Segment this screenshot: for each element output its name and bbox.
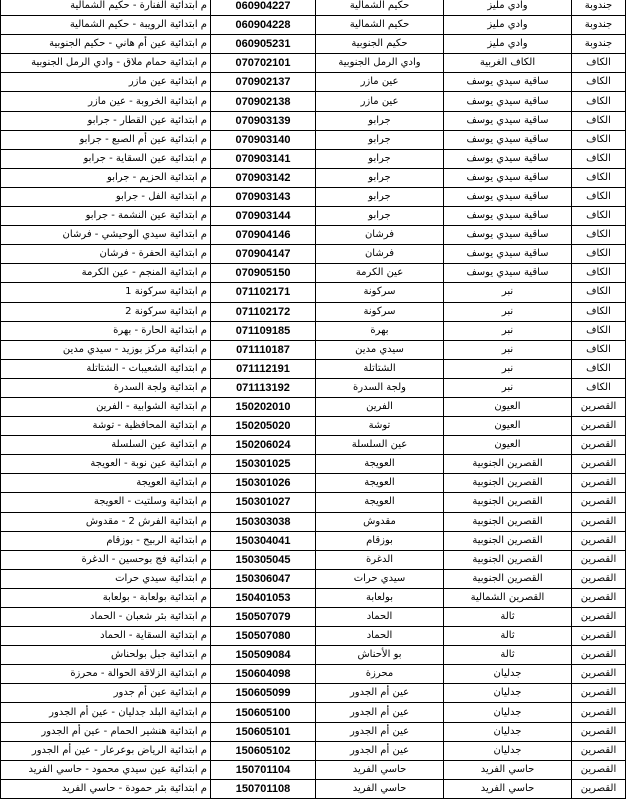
school-name-cell: م ابتدائية حمام ملاق - وادي الرمل الجنوبية [1, 54, 211, 73]
school-code-cell: 150305045 [211, 550, 316, 569]
commune-cell: عين أم الجدور [316, 684, 444, 703]
wilaya-cell: الكاف [572, 187, 626, 206]
school-name-cell: م ابتدائية الحارة - بهرة [1, 321, 211, 340]
commune-cell: فرشان [316, 245, 444, 264]
daira-cell: نبر [444, 378, 572, 397]
daira-cell: ثالة [444, 608, 572, 627]
wilaya-cell: الكاف [572, 168, 626, 187]
school-code-cell: 070702101 [211, 54, 316, 73]
daira-cell: نبر [444, 359, 572, 378]
commune-cell: حاسي الفريد [316, 760, 444, 779]
commune-cell: ولجة السدرة [316, 378, 444, 397]
wilaya-cell: الكاف [572, 226, 626, 245]
commune-cell: جرابو [316, 187, 444, 206]
school-name-cell: م ابتدائية وسلتيت - العويجة [1, 493, 211, 512]
daira-cell: جدليان [444, 684, 572, 703]
school-code-cell: 070902138 [211, 92, 316, 111]
wilaya-cell: الكاف [572, 321, 626, 340]
school-code-cell: 071112191 [211, 359, 316, 378]
table-row [1, 359, 626, 378]
daira-cell: الكاف الغربية [444, 54, 572, 73]
school-name-cell: م ابتدائية الحزيم - جرابو [1, 168, 211, 187]
wilaya-cell: الكاف [572, 359, 626, 378]
wilaya-cell: الكاف [572, 245, 626, 264]
table-row [1, 531, 626, 550]
school-code-cell: 060904227 [211, 0, 316, 16]
school-code-cell: 150701108 [211, 779, 316, 798]
table-row [1, 302, 626, 321]
school-name-cell: م ابتدائية عين القطار - جرابو [1, 111, 211, 130]
commune-cell: عين السلسلة [316, 436, 444, 455]
commune-cell: بهرة [316, 321, 444, 340]
wilaya-cell: الكاف [572, 92, 626, 111]
school-name-cell: م ابتدائية المنجم - عين الكرمة [1, 264, 211, 283]
commune-cell: العويجة [316, 455, 444, 474]
daira-cell: ساقية سيدي يوسف [444, 73, 572, 92]
daira-cell: ساقية سيدي يوسف [444, 130, 572, 149]
wilaya-cell: الكاف [572, 73, 626, 92]
commune-cell: حاسي الفريد [316, 779, 444, 798]
school-code-cell: 150202010 [211, 397, 316, 416]
school-code-cell: 150605101 [211, 722, 316, 741]
daira-cell: ساقية سيدي يوسف [444, 168, 572, 187]
daira-cell: العيون [444, 397, 572, 416]
commune-cell: بولعابة [316, 588, 444, 607]
commune-cell: الحماد [316, 627, 444, 646]
commune-cell: عين الكرمة [316, 264, 444, 283]
wilaya-cell: القصرين [572, 779, 626, 798]
table-row [1, 436, 626, 455]
daira-cell: القصرين الجنوبية [444, 512, 572, 531]
wilaya-cell: القصرين [572, 493, 626, 512]
wilaya-cell: القصرين [572, 722, 626, 741]
table-row [1, 569, 626, 588]
commune-cell: عين أم الجدور [316, 741, 444, 760]
school-name-cell: م ابتدائية المحافظية - توشة [1, 417, 211, 436]
daira-cell: العيون [444, 436, 572, 455]
school-code-cell: 150509084 [211, 646, 316, 665]
school-code-cell: 150301027 [211, 493, 316, 512]
wilaya-cell: القصرين [572, 455, 626, 474]
wilaya-cell: القصرين [572, 588, 626, 607]
daira-cell: ساقية سيدي يوسف [444, 111, 572, 130]
table-row [1, 187, 626, 206]
wilaya-cell: القصرين [572, 665, 626, 684]
wilaya-cell: القصرين [572, 760, 626, 779]
school-name-cell: م ابتدائية هنشير الحمام - عين أم الجدور [1, 722, 211, 741]
daira-cell: حاسي الفريد [444, 760, 572, 779]
daira-cell: وادي مليز [444, 16, 572, 35]
commune-cell: جرابو [316, 149, 444, 168]
school-name-cell: م ابتدائية عين السقاية - جرابو [1, 149, 211, 168]
daira-cell: العيون [444, 417, 572, 436]
school-name-cell: م ابتدائية الرياض بوعرعار - عين أم الجدور [1, 741, 211, 760]
school-name-cell: م ابتدائية فج بوحسين - الدغرة [1, 550, 211, 569]
commune-cell: حكيم الشمالية [316, 16, 444, 35]
daira-cell: جدليان [444, 722, 572, 741]
commune-cell: جرابو [316, 111, 444, 130]
school-code-cell: 150301025 [211, 455, 316, 474]
school-code-cell: 150401053 [211, 588, 316, 607]
school-code-cell: 071102172 [211, 302, 316, 321]
commune-cell: عين مازر [316, 73, 444, 92]
daira-cell: نبر [444, 302, 572, 321]
daira-cell: القصرين الجنوبية [444, 474, 572, 493]
table-row [1, 703, 626, 722]
commune-cell: سيدي مدين [316, 340, 444, 359]
school-code-cell: 150605100 [211, 703, 316, 722]
table-row [1, 378, 626, 397]
school-code-cell: 150605099 [211, 684, 316, 703]
school-name-cell: م ابتدائية عين النشمة - جرابو [1, 207, 211, 226]
school-name-cell: م ابتدائية سركونة 1 [1, 283, 211, 302]
daira-cell: ساقية سيدي يوسف [444, 245, 572, 264]
school-code-cell: 070903141 [211, 149, 316, 168]
school-name-cell: م ابتدائية عين السلسلة [1, 436, 211, 455]
commune-cell: الحماد [316, 608, 444, 627]
commune-cell: وادي الرمل الجنوبية [316, 54, 444, 73]
wilaya-cell: القصرين [572, 550, 626, 569]
school-name-cell: م ابتدائية الحفرة - فرشان [1, 245, 211, 264]
daira-cell: نبر [444, 321, 572, 340]
table-row [1, 130, 626, 149]
table-row [1, 550, 626, 569]
daira-cell: حاسي الفريد [444, 779, 572, 798]
school-code-cell: 070905150 [211, 264, 316, 283]
wilaya-cell: جندوبة [572, 16, 626, 35]
daira-cell: وادي مليز [444, 0, 572, 16]
daira-cell: ساقية سيدي يوسف [444, 264, 572, 283]
school-code-cell: 070903142 [211, 168, 316, 187]
table-body [1, 0, 626, 798]
school-name-cell: م ابتدائية الربيح - بوزقام [1, 531, 211, 550]
wilaya-cell: الكاف [572, 149, 626, 168]
daira-cell: جدليان [444, 665, 572, 684]
school-name-cell: م ابتدائية السقاية - الحماد [1, 627, 211, 646]
commune-cell: مقدوش [316, 512, 444, 531]
table-row [1, 417, 626, 436]
school-name-cell: م ابتدائية عين نوبة - العويجة [1, 455, 211, 474]
school-name-cell: م ابتدائية بولعابة - بولعابة [1, 588, 211, 607]
table-row [1, 779, 626, 798]
commune-cell: عين مازر [316, 92, 444, 111]
daira-cell: القصرين الجنوبية [444, 493, 572, 512]
table-row [1, 397, 626, 416]
school-name-cell: م ابتدائية البلد جدليان - عين أم الجدور [1, 703, 211, 722]
table-row [1, 684, 626, 703]
table-row [1, 665, 626, 684]
wilaya-cell: القصرين [572, 741, 626, 760]
wilaya-cell: جندوبة [572, 35, 626, 54]
table-row [1, 226, 626, 245]
table-row [1, 245, 626, 264]
school-code-cell: 070903139 [211, 111, 316, 130]
school-name-cell: م ابتدائية الشعيبات - الشتاتلة [1, 359, 211, 378]
wilaya-cell: الكاف [572, 207, 626, 226]
commune-cell: سيدي حرات [316, 569, 444, 588]
school-name-cell: م ابتدائية الفرش 2 - مقدوش [1, 512, 211, 531]
wilaya-cell: القصرين [572, 474, 626, 493]
commune-cell: الفرين [316, 397, 444, 416]
commune-cell: الدغرة [316, 550, 444, 569]
daira-cell: نبر [444, 340, 572, 359]
school-name-cell: م ابتدائية الخروبة - عين مازر [1, 92, 211, 111]
school-name-cell: م ابتدائية ولجة السدرة [1, 378, 211, 397]
table-row [1, 149, 626, 168]
daira-cell: نبر [444, 283, 572, 302]
table-row [1, 264, 626, 283]
school-name-cell: م ابتدائية الشوابية - الفرين [1, 397, 211, 416]
table-row [1, 0, 626, 16]
school-code-cell: 071113192 [211, 378, 316, 397]
school-code-cell: 070904146 [211, 226, 316, 245]
daira-cell: وادي مليز [444, 35, 572, 54]
table-row [1, 54, 626, 73]
commune-cell: محرزة [316, 665, 444, 684]
table-row [1, 92, 626, 111]
school-name-cell: م ابتدائية سيدي حرات [1, 569, 211, 588]
school-code-cell: 150507079 [211, 608, 316, 627]
school-code-cell: 150304041 [211, 531, 316, 550]
school-code-cell: 150206024 [211, 436, 316, 455]
school-code-cell: 150507080 [211, 627, 316, 646]
school-name-cell: م ابتدائية بئر حمودة - حاسي الفريد [1, 779, 211, 798]
table-row [1, 760, 626, 779]
school-code-cell: 070902137 [211, 73, 316, 92]
school-code-cell: 071102171 [211, 283, 316, 302]
wilaya-cell: الكاف [572, 264, 626, 283]
commune-cell: جرابو [316, 207, 444, 226]
commune-cell: توشة [316, 417, 444, 436]
school-code-cell: 150205020 [211, 417, 316, 436]
commune-cell: جرابو [316, 168, 444, 187]
school-name-cell: م ابتدائية عين أم جدور [1, 684, 211, 703]
school-name-cell: م ابتدائية سيدي الوحيشي - فرشان [1, 226, 211, 245]
daira-cell: ساقية سيدي يوسف [444, 207, 572, 226]
table-row [1, 16, 626, 35]
commune-cell: عين أم الجدور [316, 722, 444, 741]
table-row [1, 512, 626, 531]
school-code-cell: 150604098 [211, 665, 316, 684]
wilaya-cell: الكاف [572, 111, 626, 130]
school-name-cell: م ابتدائية سركونة 2 [1, 302, 211, 321]
commune-cell: الشتاتلة [316, 359, 444, 378]
daira-cell: ساقية سيدي يوسف [444, 187, 572, 206]
table-row [1, 474, 626, 493]
school-name-cell: م ابتدائية عين مازر [1, 73, 211, 92]
commune-cell: سركونة [316, 302, 444, 321]
wilaya-cell: القصرين [572, 684, 626, 703]
table-row [1, 608, 626, 627]
school-name-cell: م ابتدائية الزلاقة الحوالة - محرزة [1, 665, 211, 684]
commune-cell: العويجة [316, 474, 444, 493]
daira-cell: القصرين الجنوبية [444, 455, 572, 474]
wilaya-cell: الكاف [572, 378, 626, 397]
daira-cell: جدليان [444, 703, 572, 722]
table-row [1, 627, 626, 646]
commune-cell: عين أم الجدور [316, 703, 444, 722]
table-row [1, 455, 626, 474]
school-code-cell: 070903143 [211, 187, 316, 206]
daira-cell: ساقية سيدي يوسف [444, 92, 572, 111]
table-row [1, 111, 626, 130]
school-code-cell: 150701104 [211, 760, 316, 779]
wilaya-cell: القصرين [572, 646, 626, 665]
school-name-cell: م ابتدائية العويجة [1, 474, 211, 493]
school-code-cell: 150303038 [211, 512, 316, 531]
commune-cell: جرابو [316, 130, 444, 149]
table-row [1, 722, 626, 741]
school-name-cell: م ابتدائية عين أم هاني - حكيم الجنوبية [1, 35, 211, 54]
school-name-cell: م ابتدائية الرويبة - حكيم الشمالية [1, 16, 211, 35]
school-code-cell: 060905231 [211, 35, 316, 54]
wilaya-cell: القصرين [572, 531, 626, 550]
table-row [1, 340, 626, 359]
school-code-cell: 150301026 [211, 474, 316, 493]
table-row [1, 73, 626, 92]
wilaya-cell: الكاف [572, 283, 626, 302]
commune-cell: بوزقام [316, 531, 444, 550]
daira-cell: جدليان [444, 741, 572, 760]
wilaya-cell: القصرين [572, 512, 626, 531]
school-code-cell: 150306047 [211, 569, 316, 588]
commune-cell: حكيم الشمالية [316, 0, 444, 16]
school-code-cell: 070903144 [211, 207, 316, 226]
wilaya-cell: الكاف [572, 130, 626, 149]
table-row [1, 646, 626, 665]
school-code-cell: 070904147 [211, 245, 316, 264]
school-name-cell: م ابتدائية الفل - جرابو [1, 187, 211, 206]
table-row [1, 283, 626, 302]
table-row [1, 35, 626, 54]
wilaya-cell: القصرين [572, 397, 626, 416]
table-row [1, 493, 626, 512]
wilaya-cell: القصرين [572, 608, 626, 627]
school-code-cell: 071109185 [211, 321, 316, 340]
daira-cell: القصرين الجنوبية [444, 569, 572, 588]
wilaya-cell: القصرين [572, 569, 626, 588]
daira-cell: القصرين الجنوبية [444, 550, 572, 569]
wilaya-cell: الكاف [572, 340, 626, 359]
daira-cell: القصرين الجنوبية [444, 531, 572, 550]
commune-cell: العويجة [316, 493, 444, 512]
school-name-cell: م ابتدائية جبل بولحناش [1, 646, 211, 665]
school-name-cell: م ابتدائية عين سيدي محمود - حاسي الفريد [1, 760, 211, 779]
commune-cell: فرشان [316, 226, 444, 245]
wilaya-cell: القصرين [572, 417, 626, 436]
table-row [1, 207, 626, 226]
table-row [1, 168, 626, 187]
wilaya-cell: القصرين [572, 703, 626, 722]
school-name-cell: م ابتدائية مركز بوزيد - سيدي مدين [1, 340, 211, 359]
school-code-cell: 150605102 [211, 741, 316, 760]
commune-cell: سركونة [316, 283, 444, 302]
daira-cell: ثالة [444, 627, 572, 646]
school-code-cell: 060904228 [211, 16, 316, 35]
wilaya-cell: القصرين [572, 436, 626, 455]
school-name-cell: م ابتدائية الفنارة - حكيم الشمالية [1, 0, 211, 16]
school-code-cell: 070903140 [211, 130, 316, 149]
commune-cell: بو الأحناش [316, 646, 444, 665]
table-row [1, 741, 626, 760]
wilaya-cell: جندوبة [572, 0, 626, 16]
wilaya-cell: القصرين [572, 627, 626, 646]
daira-cell: القصرين الشمالية [444, 588, 572, 607]
wilaya-cell: الكاف [572, 54, 626, 73]
school-code-cell: 071110187 [211, 340, 316, 359]
school-name-cell: م ابتدائية عين أم الصبع - جرابو [1, 130, 211, 149]
commune-cell: حكيم الجنوبية [316, 35, 444, 54]
table-row [1, 321, 626, 340]
school-name-cell: م ابتدائية بئر شعبان - الحماد [1, 608, 211, 627]
table-row [1, 588, 626, 607]
daira-cell: ساقية سيدي يوسف [444, 226, 572, 245]
wilaya-cell: الكاف [572, 302, 626, 321]
daira-cell: ثالة [444, 646, 572, 665]
daira-cell: ساقية سيدي يوسف [444, 149, 572, 168]
